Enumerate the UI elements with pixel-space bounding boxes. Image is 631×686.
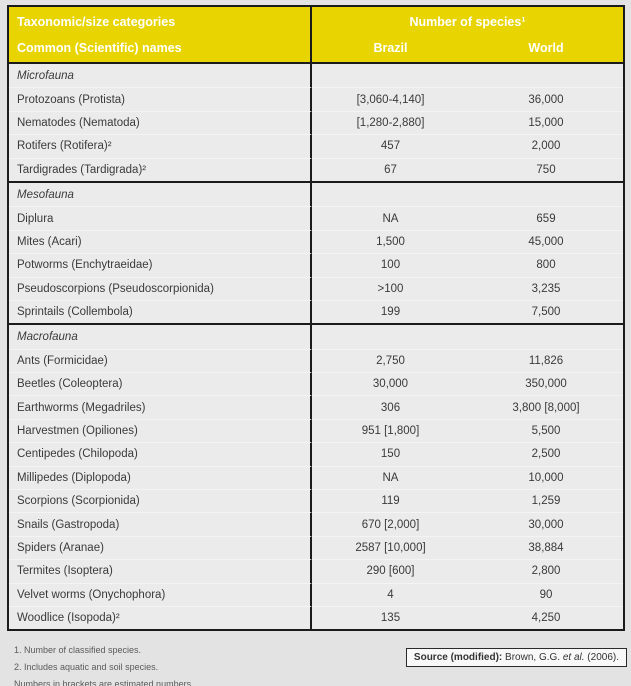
- world-value: 1,259: [469, 489, 623, 512]
- taxon-name: Ants (Formicidae): [9, 349, 312, 372]
- brazil-value: 67: [312, 158, 469, 181]
- taxon-name: Centipedes (Chilopoda): [9, 442, 312, 465]
- world-value: 2,800: [469, 559, 623, 582]
- world-value: 2,000: [469, 134, 623, 157]
- brazil-value: 457: [312, 134, 469, 157]
- taxon-name: Snails (Gastropoda): [9, 512, 312, 535]
- brazil-value: 951 [1,800]: [312, 419, 469, 442]
- world-empty-cell: [469, 64, 623, 87]
- header-col-brazil: Brazil: [373, 41, 408, 55]
- table-row: [9, 206, 623, 229]
- world-value: 11,826: [469, 349, 623, 372]
- brazil-value: [1,280-2,880]: [312, 111, 469, 134]
- brazil-value: 306: [312, 395, 469, 418]
- brazil-value: >100: [312, 277, 469, 300]
- world-value: 750: [469, 158, 623, 181]
- taxon-name: Potworms (Enchytraeidae): [9, 253, 312, 276]
- brazil-empty-cell: [312, 325, 469, 348]
- brazil-value: NA: [312, 206, 469, 229]
- table-row: [9, 419, 623, 442]
- table-row: [9, 442, 623, 465]
- world-value: 5,500: [469, 419, 623, 442]
- table-row: [9, 300, 623, 323]
- brazil-value: 150: [312, 442, 469, 465]
- header-left-cell: [9, 7, 312, 62]
- brazil-empty-cell: [312, 183, 469, 206]
- world-value: 4,250: [469, 606, 623, 629]
- world-value: 38,884: [469, 536, 623, 559]
- brazil-value: 1,500: [312, 230, 469, 253]
- footnote-1: 1. Number of classified species.: [14, 645, 142, 655]
- brazil-value: 2,750: [312, 349, 469, 372]
- taxon-name: Earthworms (Megadriles): [9, 395, 312, 418]
- section-header-row: [9, 323, 623, 348]
- table-row: [9, 583, 623, 606]
- table-row: [9, 134, 623, 157]
- taxon-name: Millipedes (Diplopoda): [9, 466, 312, 489]
- taxon-name: Tardigrades (Tardigrada)²: [9, 158, 312, 181]
- taxon-name: Spiders (Aranae): [9, 536, 312, 559]
- world-value: 3,235: [469, 277, 623, 300]
- brazil-value: 30,000: [312, 372, 469, 395]
- header-title-line1: Taxonomic/size categories: [17, 15, 176, 29]
- brazil-value: [3,060-4,140]: [312, 87, 469, 110]
- section-header-row: [9, 181, 623, 206]
- header-column-labels: [312, 41, 623, 55]
- header-col-world: World: [528, 41, 564, 55]
- section-title: Macrofauna: [9, 325, 312, 348]
- world-value: 36,000: [469, 87, 623, 110]
- world-value: 30,000: [469, 512, 623, 535]
- table-row: [9, 230, 623, 253]
- source-label: Source (modified):: [413, 652, 503, 663]
- taxon-name: Termites (Isoptera): [9, 559, 312, 582]
- brazil-value: 2587 [10,000]: [312, 536, 469, 559]
- brazil-value: NA: [312, 466, 469, 489]
- taxon-name: Scorpions (Scorpionida): [9, 489, 312, 512]
- world-value: 90: [469, 583, 623, 606]
- source-year: (2006).: [584, 652, 619, 663]
- world-value: 45,000: [469, 230, 623, 253]
- table-row: [9, 277, 623, 300]
- table-header: [9, 7, 623, 64]
- taxon-name: Mites (Acari): [9, 230, 312, 253]
- table-row: [9, 559, 623, 582]
- brazil-value: 199: [312, 300, 469, 323]
- taxon-name: Beetles (Coleoptera): [9, 372, 312, 395]
- world-value: 2,500: [469, 442, 623, 465]
- taxon-name: Sprintails (Collembola): [9, 300, 312, 323]
- header-group-label: Number of species¹: [409, 15, 526, 29]
- taxon-name: Velvet worms (Onychophora): [9, 583, 312, 606]
- section-title: Microfauna: [9, 64, 312, 87]
- world-value: 350,000: [469, 372, 623, 395]
- header-title-line2: Common (Scientific) names: [17, 41, 182, 55]
- footnotes: [14, 642, 194, 686]
- table-row: [9, 158, 623, 181]
- table-row: [9, 466, 623, 489]
- species-table: [7, 5, 625, 631]
- table-row: [9, 87, 623, 110]
- taxon-name: Rotifers (Rotifera)²: [9, 134, 312, 157]
- world-value: 659: [469, 206, 623, 229]
- table-row: [9, 253, 623, 276]
- world-value: 800: [469, 253, 623, 276]
- world-value: 7,500: [469, 300, 623, 323]
- brazil-value: 100: [312, 253, 469, 276]
- world-empty-cell: [469, 183, 623, 206]
- header-right-cell: [312, 7, 623, 62]
- taxon-name: Diplura: [9, 206, 312, 229]
- brazil-value: 135: [312, 606, 469, 629]
- source-etal: et al.: [562, 652, 585, 663]
- brazil-empty-cell: [312, 64, 469, 87]
- table-row: [9, 349, 623, 372]
- table-row: [9, 489, 623, 512]
- brazil-value: 670 [2,000]: [312, 512, 469, 535]
- table-row: [9, 111, 623, 134]
- source-authors: Brown, G.G.: [502, 652, 563, 663]
- table-row: [9, 606, 623, 629]
- world-empty-cell: [469, 325, 623, 348]
- taxon-name: Protozoans (Protista): [9, 87, 312, 110]
- world-value: 10,000: [469, 466, 623, 489]
- world-value: 3,800 [8,000]: [469, 395, 623, 418]
- taxon-name: Nematodes (Nematoda): [9, 111, 312, 134]
- source-box: [406, 648, 627, 667]
- brazil-value: 119: [312, 489, 469, 512]
- world-value: 15,000: [469, 111, 623, 134]
- table-body: [9, 64, 623, 629]
- footnote-3: Numbers in brackets are estimated numbers.: [14, 679, 194, 686]
- table-row: [9, 512, 623, 535]
- footnote-2: 2. Includes aquatic and soil species.: [14, 662, 159, 672]
- brazil-value: 4: [312, 583, 469, 606]
- taxon-name: Harvestmen (Opiliones): [9, 419, 312, 442]
- table-row: [9, 372, 623, 395]
- brazil-value: 290 [600]: [312, 559, 469, 582]
- table-row: [9, 395, 623, 418]
- taxon-name: Woodlice (Isopoda)²: [9, 606, 312, 629]
- taxon-name: Pseudoscorpions (Pseudoscorpionida): [9, 277, 312, 300]
- section-header-row: [9, 64, 623, 87]
- table-row: [9, 536, 623, 559]
- section-title: Mesofauna: [9, 183, 312, 206]
